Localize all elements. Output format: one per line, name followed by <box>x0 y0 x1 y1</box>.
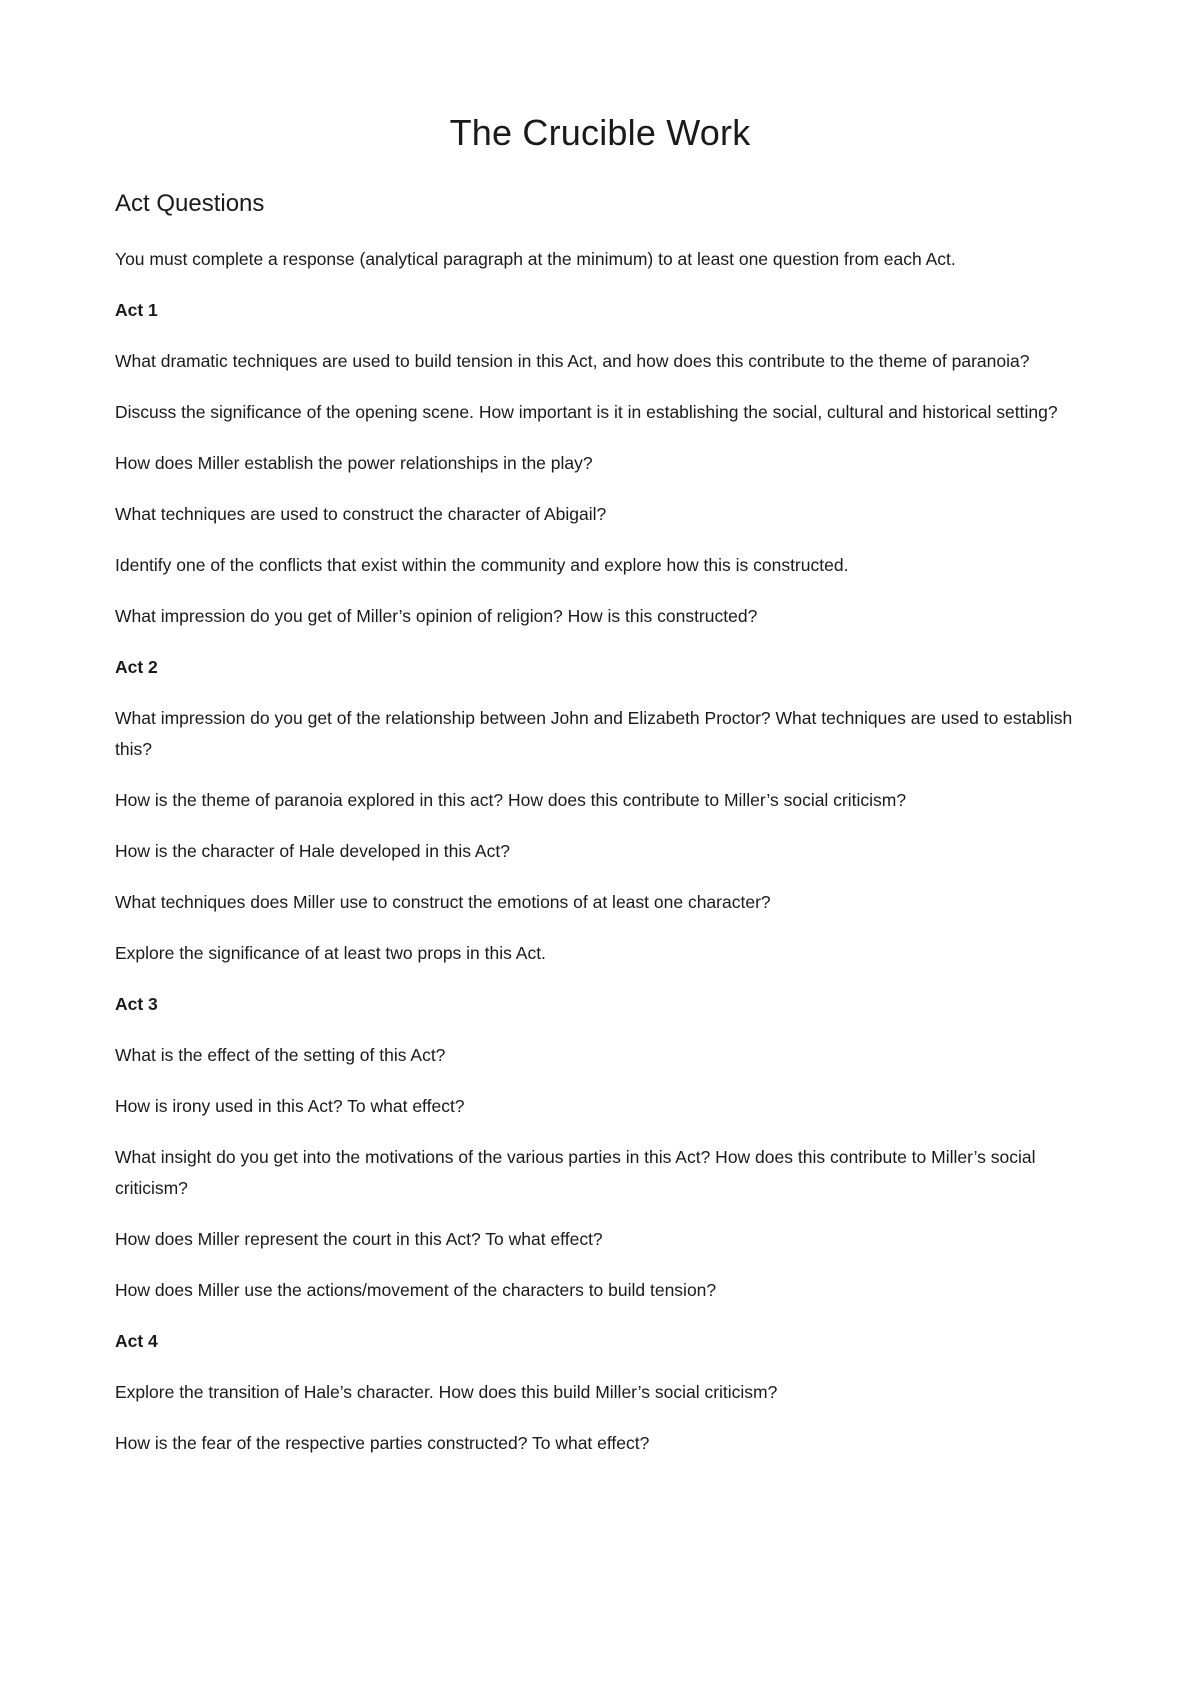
act-heading: Act 1 <box>115 300 158 320</box>
question-item: Explore the significance of at least two props in this Act. <box>115 943 546 963</box>
question-item: How is the fear of the respective parties constructed? To what effect? <box>115 1433 650 1453</box>
act-1-section <box>115 295 1085 632</box>
question-item: How is irony used in this Act? To what effect? <box>115 1096 465 1116</box>
question-item: How is the theme of paranoia explored in this act? How does this contribute to Miller’s social criticism? <box>115 790 907 810</box>
question-item: What techniques does Miller use to construct the emotions of at least one character? <box>115 892 771 912</box>
question-item: How does Miller use the actions/movement of the characters to build tension? <box>115 1280 717 1300</box>
question-item: What is the effect of the setting of this Act? <box>115 1045 446 1065</box>
question-item: Explore the transition of Hale’s character. How does this build Miller’s social criticism? <box>115 1382 778 1402</box>
question-item: What impression do you get of the relationship between John and Elizabeth Proctor? What techniques are used to establish this? <box>115 708 1073 759</box>
act-heading: Act 4 <box>115 1331 158 1351</box>
question-item: Discuss the significance of the opening scene. How important is it in establishing the social, cultural and historical setting? <box>115 402 1058 422</box>
question-item: Identify one of the conflicts that exist within the community and explore how this is constructed. <box>115 555 849 575</box>
act-heading: Act 2 <box>115 657 158 677</box>
question-item: How does Miller represent the court in this Act? To what effect? <box>115 1229 603 1249</box>
section-heading: Act Questions <box>115 190 265 217</box>
document-title: The Crucible Work <box>449 112 751 153</box>
question-item: What dramatic techniques are used to build tension in this Act, and how does this contribute to the theme of paranoia? <box>115 351 1030 371</box>
question-item: How is the character of Hale developed in this Act? <box>115 841 510 861</box>
intro-paragraph: You must complete a response (analytical paragraph at the minimum) to at least one question from each Act. <box>115 249 956 269</box>
question-item: What impression do you get of Miller’s opinion of religion? How is this constructed? <box>115 606 758 626</box>
question-item: How does Miller establish the power relationships in the play? <box>115 453 593 473</box>
act-3-section <box>115 989 1085 1306</box>
act-2-section <box>115 652 1085 969</box>
act-4-section <box>115 1326 1085 1459</box>
question-item: What insight do you get into the motivations of the various parties in this Act? How does this contribute to Miller’s social criticism? <box>115 1147 1036 1198</box>
question-item: What techniques are used to construct the character of Abigail? <box>115 504 607 524</box>
act-heading: Act 3 <box>115 994 158 1014</box>
